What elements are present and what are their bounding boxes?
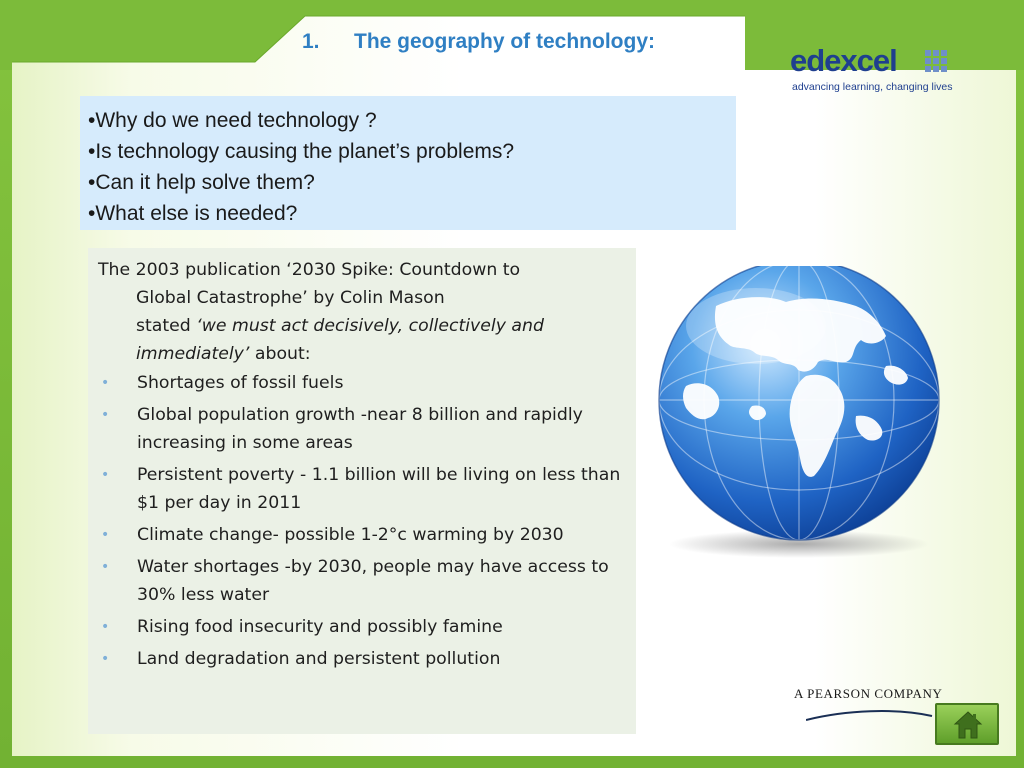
list-item: • Shortages of fossil fuels (98, 369, 628, 397)
questions-box (80, 96, 736, 230)
list-item: • Land degradation and persistent pollution (98, 645, 628, 673)
edexcel-grid-icon (925, 50, 953, 78)
home-button[interactable] (935, 703, 999, 745)
title-number: 1. (302, 30, 320, 53)
question-item: •What else is needed? (88, 202, 298, 225)
question-item: •Is technology causing the planet’s problems? (88, 140, 515, 163)
logo-tagline: advancing learning, changing lives (792, 81, 953, 93)
list-item: • Persistent poverty - 1.1 billion will be living on less than $1 per day in 2011 (98, 461, 628, 517)
intro-stated: stated (136, 316, 197, 336)
list-item: • Water shortages -by 2030, people may have access to 30% less water (98, 553, 628, 609)
pearson-swoosh (806, 704, 936, 724)
list-item: • Climate change- possible 1-2°c warming by 2030 (98, 521, 628, 549)
globe-icon (656, 266, 946, 566)
intro-line-2: Global Catastrophe’ by Colin Mason (136, 288, 445, 308)
issues-list (98, 369, 628, 677)
list-item: • Global population growth -near 8 billion and rapidly increasing in some areas (98, 401, 628, 457)
pearson-text: A PEARSON COMPANY (794, 686, 943, 701)
question-item: •Can it help solve them? (88, 171, 315, 194)
intro-quote: ‘we must act decisively, collectively and immediately’ (136, 316, 544, 364)
intro-paragraph (98, 256, 628, 368)
content-box (88, 248, 636, 734)
logo-wordmark: edexcel (790, 43, 897, 78)
edexcel-logo (790, 44, 970, 96)
questions-list (80, 96, 736, 229)
question-item: •Why do we need technology ? (88, 109, 377, 132)
list-item: • Rising food insecurity and possibly famine (98, 613, 628, 641)
intro-line-1: The 2003 publication ‘2030 Spike: Countdown to (98, 260, 521, 280)
home-icon (953, 709, 983, 741)
intro-line-rest (98, 284, 628, 368)
title-text: The geography of technology: (354, 30, 656, 53)
slide-title (302, 30, 762, 54)
intro-about: about: (249, 344, 311, 364)
